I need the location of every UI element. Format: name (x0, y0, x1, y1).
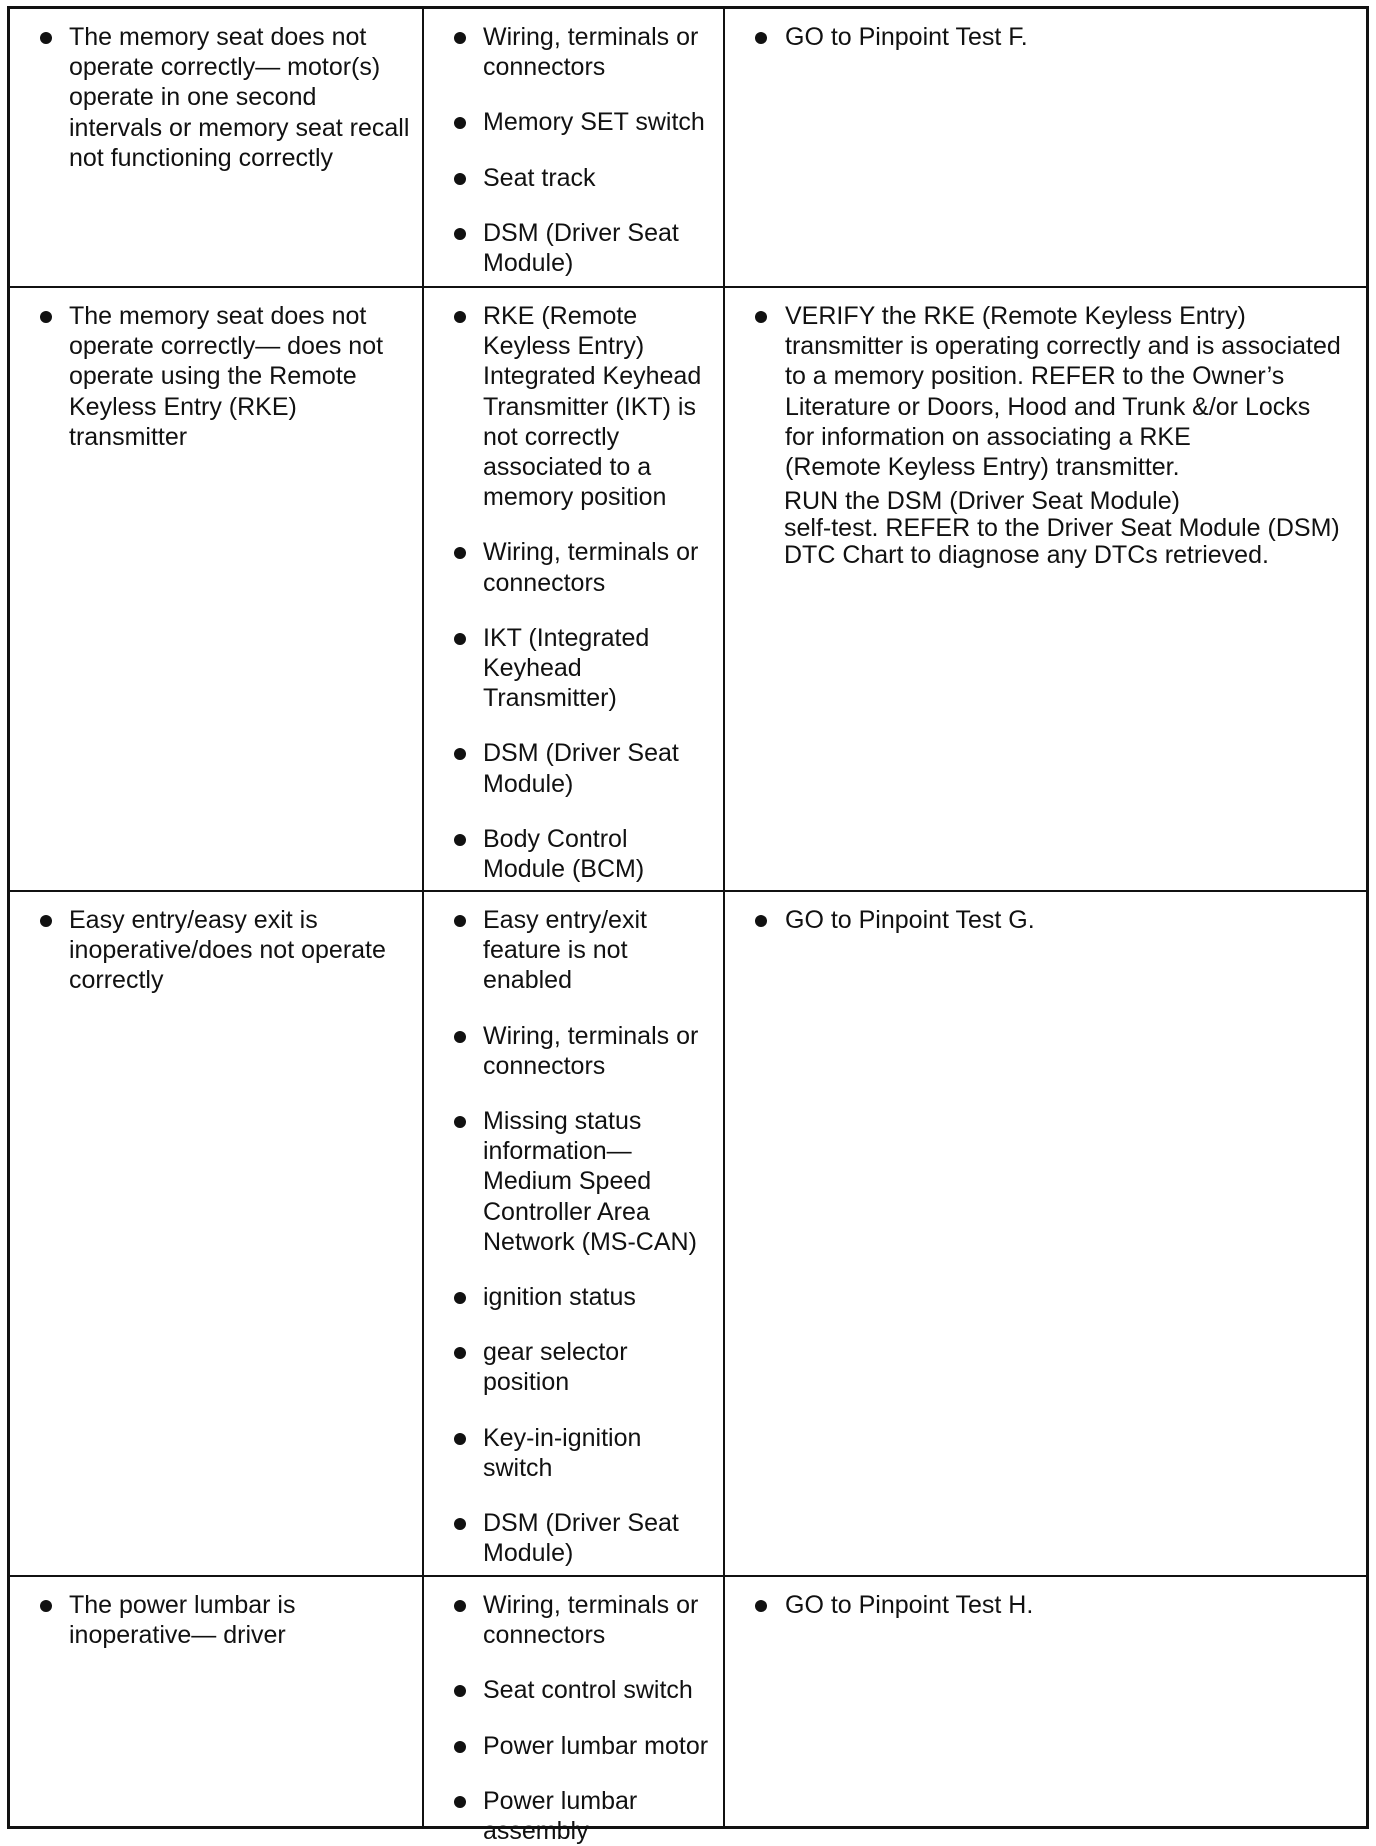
source-text: Power lumbar assembly (483, 1786, 638, 1846)
list-item (452, 22, 713, 82)
list-item (452, 1337, 713, 1397)
list-item (452, 1731, 713, 1761)
condition-cell (10, 892, 424, 1575)
bullet-icon (454, 633, 466, 645)
source-cell (424, 892, 725, 1575)
diagnosis-table (7, 6, 1369, 1846)
list-item (452, 623, 713, 714)
bullet-icon (454, 1292, 466, 1304)
bullet-icon (454, 311, 466, 323)
source-text: Seat control switch (483, 1676, 693, 1705)
source-text: DSM (Driver Seat Module) (483, 739, 679, 798)
condition-text: Easy entry/easy exit is inoperative/does not operate correctly (69, 906, 386, 995)
bullet-icon (454, 915, 466, 927)
bullet-icon (755, 915, 767, 927)
source-text: Wiring, terminals or connectors (483, 1591, 699, 1650)
list-item (452, 1106, 713, 1257)
source-text: ignition status (483, 1283, 636, 1312)
table-row (10, 286, 1366, 890)
bullet-icon (40, 1600, 52, 1612)
list-item (452, 1590, 713, 1650)
bullet-icon (454, 748, 466, 760)
action-text: GO to Pinpoint Test H. (785, 1591, 1034, 1619)
source-text: Wiring, terminals or connectors (483, 23, 699, 82)
bullet-icon (454, 1433, 466, 1445)
list-item (452, 824, 713, 884)
list-item (452, 905, 713, 996)
action-text: GO to Pinpoint Test F. (785, 23, 1028, 51)
bullet-icon (40, 32, 52, 44)
bullet-icon (755, 311, 767, 323)
source-text: Wiring, terminals or connectors (483, 1021, 699, 1080)
list-item (452, 1508, 713, 1568)
source-text: Easy entry/exit feature is not enabled (483, 906, 647, 995)
bullet-icon (454, 1685, 466, 1697)
bullet-icon (40, 915, 52, 927)
source-text: gear selector position (483, 1338, 628, 1397)
list-item (452, 1282, 713, 1312)
bullet-icon (454, 834, 466, 846)
bullet-icon (454, 1116, 466, 1128)
list-item (452, 107, 713, 137)
bullet-icon (454, 1518, 466, 1530)
list-item (452, 301, 713, 512)
list-item (452, 1675, 713, 1705)
action-text: GO to Pinpoint Test G. (785, 906, 1035, 934)
source-text: IKT (Integrated Keyhead Transmitter) (483, 623, 650, 713)
list-item (38, 301, 412, 452)
action-cell (725, 288, 1366, 890)
table-row (10, 890, 1366, 1575)
list-item (452, 1786, 713, 1846)
list-item (38, 905, 412, 996)
list-item (753, 905, 1356, 935)
bullet-icon (454, 173, 466, 185)
action-cell (725, 892, 1366, 1575)
condition-text: The memory seat does not operate correctly— does not operate using the Remote Keyless Entry (RKE) transmitter (69, 302, 384, 451)
bullet-icon (755, 32, 767, 44)
source-cell (424, 288, 725, 890)
condition-text: The memory seat does not operate correctly— motor(s) operate in one second intervals or memory seat recall not functioning correctly (69, 23, 410, 172)
condition-cell (10, 288, 424, 890)
bullet-icon (454, 117, 466, 129)
list-item (753, 301, 1356, 482)
list-item (452, 537, 713, 597)
source-text: Seat track (483, 163, 596, 192)
source-cell (424, 9, 725, 286)
list-item (452, 218, 713, 278)
source-text: Key-in-ignition switch (483, 1423, 642, 1482)
condition-cell (10, 9, 424, 286)
bullet-icon (454, 1347, 466, 1359)
source-text: RKE (Remote Keyless Entry) Integrated Keyhead Transmitter (IKT) is not correctly associated to a memory position (483, 302, 702, 512)
list-item (452, 738, 713, 798)
list-item (753, 22, 1356, 52)
bullet-icon (454, 1031, 466, 1043)
condition-text: The power lumbar is inoperative— driver (69, 1591, 296, 1650)
source-cell (424, 1577, 725, 1846)
table-row (10, 9, 1366, 286)
source-text: DSM (Driver Seat Module) (483, 1509, 679, 1568)
action-extra-text: RUN the DSM (Driver Seat Module) self-test. REFER to the Driver Seat Module (DSM) DTC Chart to diagnose any DTCs retrieved. (784, 487, 1340, 570)
source-text: Wiring, terminals or connectors (483, 538, 699, 597)
list-item (452, 1423, 713, 1483)
source-text: Missing status information— Medium Speed Controller Area Network (MS-CAN) (483, 1107, 697, 1256)
list-item (38, 22, 412, 173)
bullet-icon (454, 1600, 466, 1612)
source-text: Memory SET switch (483, 108, 705, 137)
bullet-icon (454, 1741, 466, 1753)
list-item (452, 1021, 713, 1081)
table-row (10, 1575, 1366, 1846)
bullet-icon (40, 311, 52, 323)
list-item (452, 163, 713, 193)
bullet-icon (454, 228, 466, 240)
bullet-icon (755, 1600, 767, 1612)
action-text: VERIFY the RKE (Remote Keyless Entry) transmitter is operating correctly and is associated to a memory position. REFER to the Owner’s Literature or Doors, Hood and Trunk &/or Locks for information on associating a RKE (Remote Keyless Entry) transmitter. (785, 302, 1341, 482)
bullet-icon (454, 547, 466, 559)
source-text: Power lumbar motor (483, 1731, 709, 1760)
bullet-icon (454, 32, 466, 44)
source-text: DSM (Driver Seat Module) (483, 218, 679, 278)
action-cell (725, 9, 1366, 286)
condition-cell (10, 1577, 424, 1826)
source-text: Body Control Module (BCM) (483, 824, 645, 884)
list-item (753, 1590, 1356, 1620)
action-cell (725, 1577, 1366, 1826)
bullet-icon (454, 1796, 466, 1808)
list-item (38, 1590, 412, 1650)
